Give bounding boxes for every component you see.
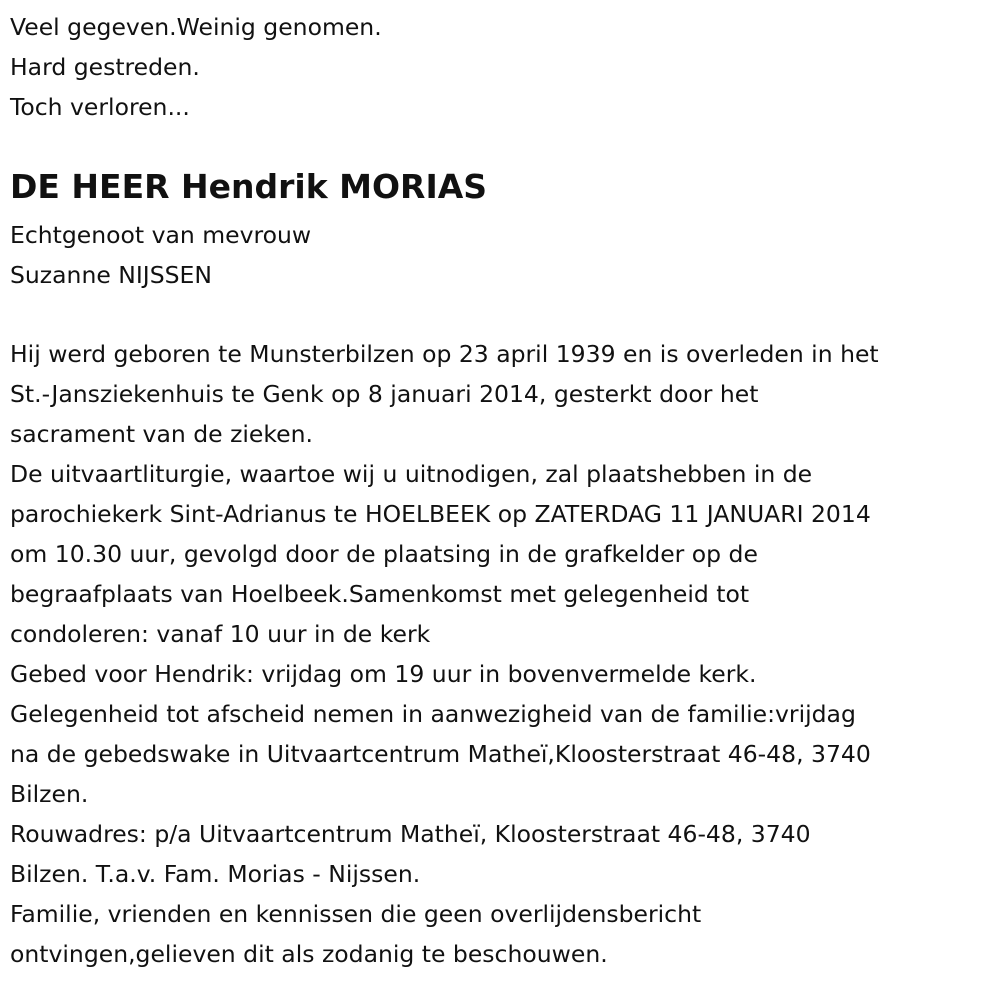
spouse-line: Suzanne NIJSSEN bbox=[10, 261, 212, 289]
body-line: ontvingen,gelieven dit als zodanig te beschouwen. bbox=[10, 940, 608, 968]
body-line: parochiekerk Sint-Adrianus te HOELBEEK op ZATERDAG 11 JANUARI 2014 bbox=[10, 500, 871, 528]
body-line: Gelegenheid tot afscheid nemen in aanwezigheid van de familie:vrijdag bbox=[10, 700, 856, 728]
page-title: DE HEER Hendrik MORIAS bbox=[10, 167, 488, 206]
motto-line: Veel gegeven.Weinig genomen. bbox=[10, 13, 382, 41]
body-line: Bilzen. bbox=[10, 780, 89, 808]
body-line: na de gebedswake in Uitvaartcentrum Matheï,Kloosterstraat 46-48, 3740 bbox=[10, 740, 871, 768]
body-line: om 10.30 uur, gevolgd door de plaatsing in de grafkelder op de bbox=[10, 540, 758, 568]
motto-line: Toch verloren... bbox=[10, 93, 190, 121]
motto-line: Hard gestreden. bbox=[10, 53, 200, 81]
body-line: Hij werd geboren te Munsterbilzen op 23 april 1939 en is overleden in het bbox=[10, 340, 879, 368]
body-line: Bilzen. T.a.v. Fam. Morias - Nijssen. bbox=[10, 860, 421, 888]
body-line: begraafplaats van Hoelbeek.Samenkomst met gelegenheid tot bbox=[10, 580, 750, 608]
body-line: Gebed voor Hendrik: vrijdag om 19 uur in bovenvermelde kerk. bbox=[10, 660, 757, 688]
body-line: De uitvaartliturgie, waartoe wij u uitnodigen, zal plaatshebben in de bbox=[10, 460, 813, 488]
body-line: sacrament van de zieken. bbox=[10, 420, 313, 448]
spouse-info bbox=[10, 215, 311, 295]
body-line: Familie, vrienden en kennissen die geen overlijdensbericht bbox=[10, 900, 702, 928]
body-line: condoleren: vanaf 10 uur in de kerk bbox=[10, 620, 431, 648]
spouse-line: Echtgenoot van mevrouw bbox=[10, 221, 312, 249]
body-text bbox=[10, 334, 879, 974]
deceased-name bbox=[10, 165, 487, 209]
body-line: St.-Jansziekenhuis te Genk op 8 januari 2014, gesterkt door het bbox=[10, 380, 759, 408]
body-line: Rouwadres: p/a Uitvaartcentrum Matheï, Kloosterstraat 46-48, 3740 bbox=[10, 820, 811, 848]
motto bbox=[10, 7, 382, 127]
